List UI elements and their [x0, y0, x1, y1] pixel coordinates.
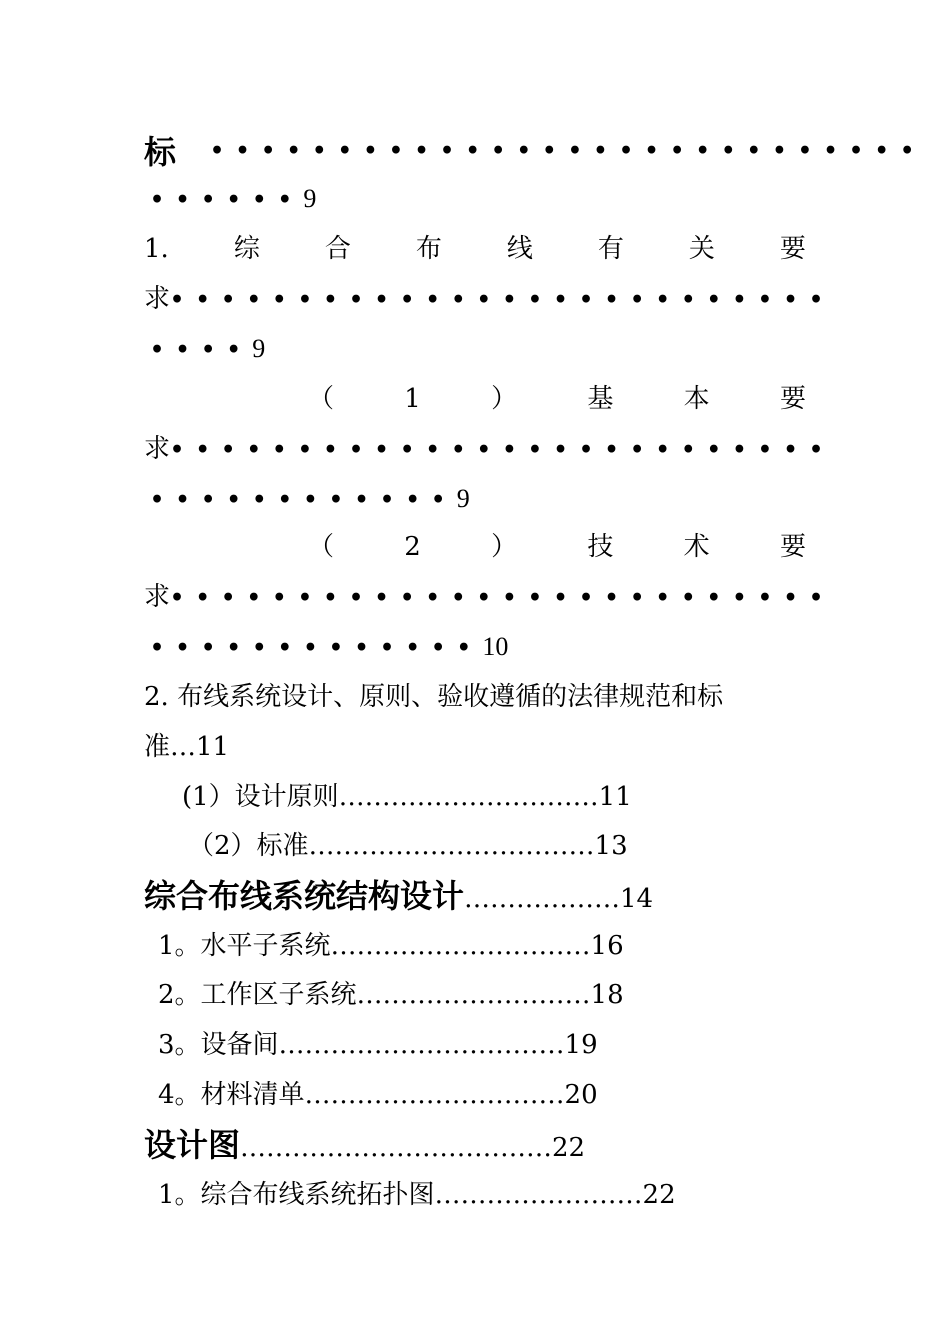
toc-leader-dots: •••••••••••• — [150, 487, 457, 513]
toc-char: 要 — [779, 532, 806, 562]
toc-leader-dots: •••••••••••••••••••••••••• — [170, 287, 835, 313]
toc-entry-1 — [144, 234, 806, 264]
toc-leader-dots: •••••• — [150, 187, 304, 213]
toc-entry-2: 2. 布线系统设计、原则、验收遵循的法律规范和标 — [144, 682, 724, 712]
toc-leader-dots: •••••••••••••••••••••••••• — [170, 585, 835, 611]
toc-label: 标 — [144, 133, 177, 171]
toc-char: （ — [308, 384, 335, 414]
toc-char: 线 — [506, 234, 533, 264]
toc-char: 综 — [233, 234, 260, 264]
toc-char: 有 — [597, 234, 624, 264]
toc-char: 1. — [144, 234, 169, 264]
toc-entry-1-1 — [308, 384, 806, 414]
toc-char: 布 — [415, 234, 442, 264]
toc-section-heading — [144, 878, 653, 914]
toc-entry-s1-2: 2。工作区子系统………………………18 — [158, 980, 624, 1010]
toc-page-number: 10 — [482, 632, 509, 661]
toc-entry-1-cont — [144, 284, 835, 315]
toc-label: 求 — [144, 284, 171, 314]
toc-leader-dots: •••••••••••••••••••••••••••• — [210, 138, 926, 164]
toc-char: ） — [491, 384, 518, 414]
toc-char: 关 — [688, 234, 715, 264]
toc-section-heading — [144, 1127, 585, 1163]
toc-entry-s1-4: 4。材料清单…………………………20 — [158, 1080, 598, 1110]
toc-char: 1 — [404, 384, 421, 414]
section-title: 设计图 — [144, 1126, 241, 1164]
toc-entry-1-2 — [308, 532, 806, 562]
toc-entry-1-1-cont — [144, 434, 835, 465]
toc-char: 要 — [779, 384, 806, 414]
toc-entry-2-2: （2）标准……………………………13 — [188, 831, 628, 861]
toc-char: ） — [491, 532, 518, 562]
toc-char: 技 — [587, 532, 614, 562]
toc-leader-dots: ••••••••••••• — [150, 635, 483, 661]
toc-label: 求 — [144, 582, 171, 612]
toc-leader: ………………14 — [464, 884, 654, 914]
toc-char: 要 — [779, 234, 806, 264]
toc-char: 合 — [324, 234, 351, 264]
toc-entry-s1-1: 1。水平子系统…………………………16 — [158, 931, 624, 961]
toc-entry-2-cont: 准…11 — [144, 732, 230, 762]
toc-entry-2-1: (1）设计原则…………………………11 — [182, 782, 632, 812]
toc-entry-1-2-cont2 — [150, 632, 508, 663]
toc-char: 2 — [404, 532, 421, 562]
toc-entry-biao — [144, 133, 926, 171]
toc-leader-dots: •••••••••••••••••••••••••• — [170, 437, 835, 463]
toc-leader-dots: •••• — [150, 337, 253, 363]
toc-char: （ — [308, 532, 335, 562]
toc-entry-1-1-cont2 — [150, 484, 470, 515]
toc-label: 求 — [144, 434, 171, 464]
toc-page-number: 9 — [303, 184, 317, 213]
toc-leader: ………………………………22 — [240, 1133, 586, 1163]
toc-char: 基 — [587, 384, 614, 414]
toc-entry-s1-3: 3。设备间……………………………19 — [158, 1030, 598, 1060]
toc-entry-1-cont2 — [150, 334, 265, 365]
toc-page-number: 9 — [252, 334, 266, 363]
toc-page-number: 9 — [456, 484, 470, 513]
toc-char: 本 — [683, 384, 710, 414]
toc-entry-biao-cont — [150, 184, 316, 215]
section-title: 综合布线系统结构设计 — [144, 877, 465, 915]
toc-entry-s2-1: 1。综合布线系统拓扑图……………………22 — [158, 1180, 676, 1210]
toc-char: 术 — [683, 532, 710, 562]
toc-entry-1-2-cont — [144, 582, 835, 613]
